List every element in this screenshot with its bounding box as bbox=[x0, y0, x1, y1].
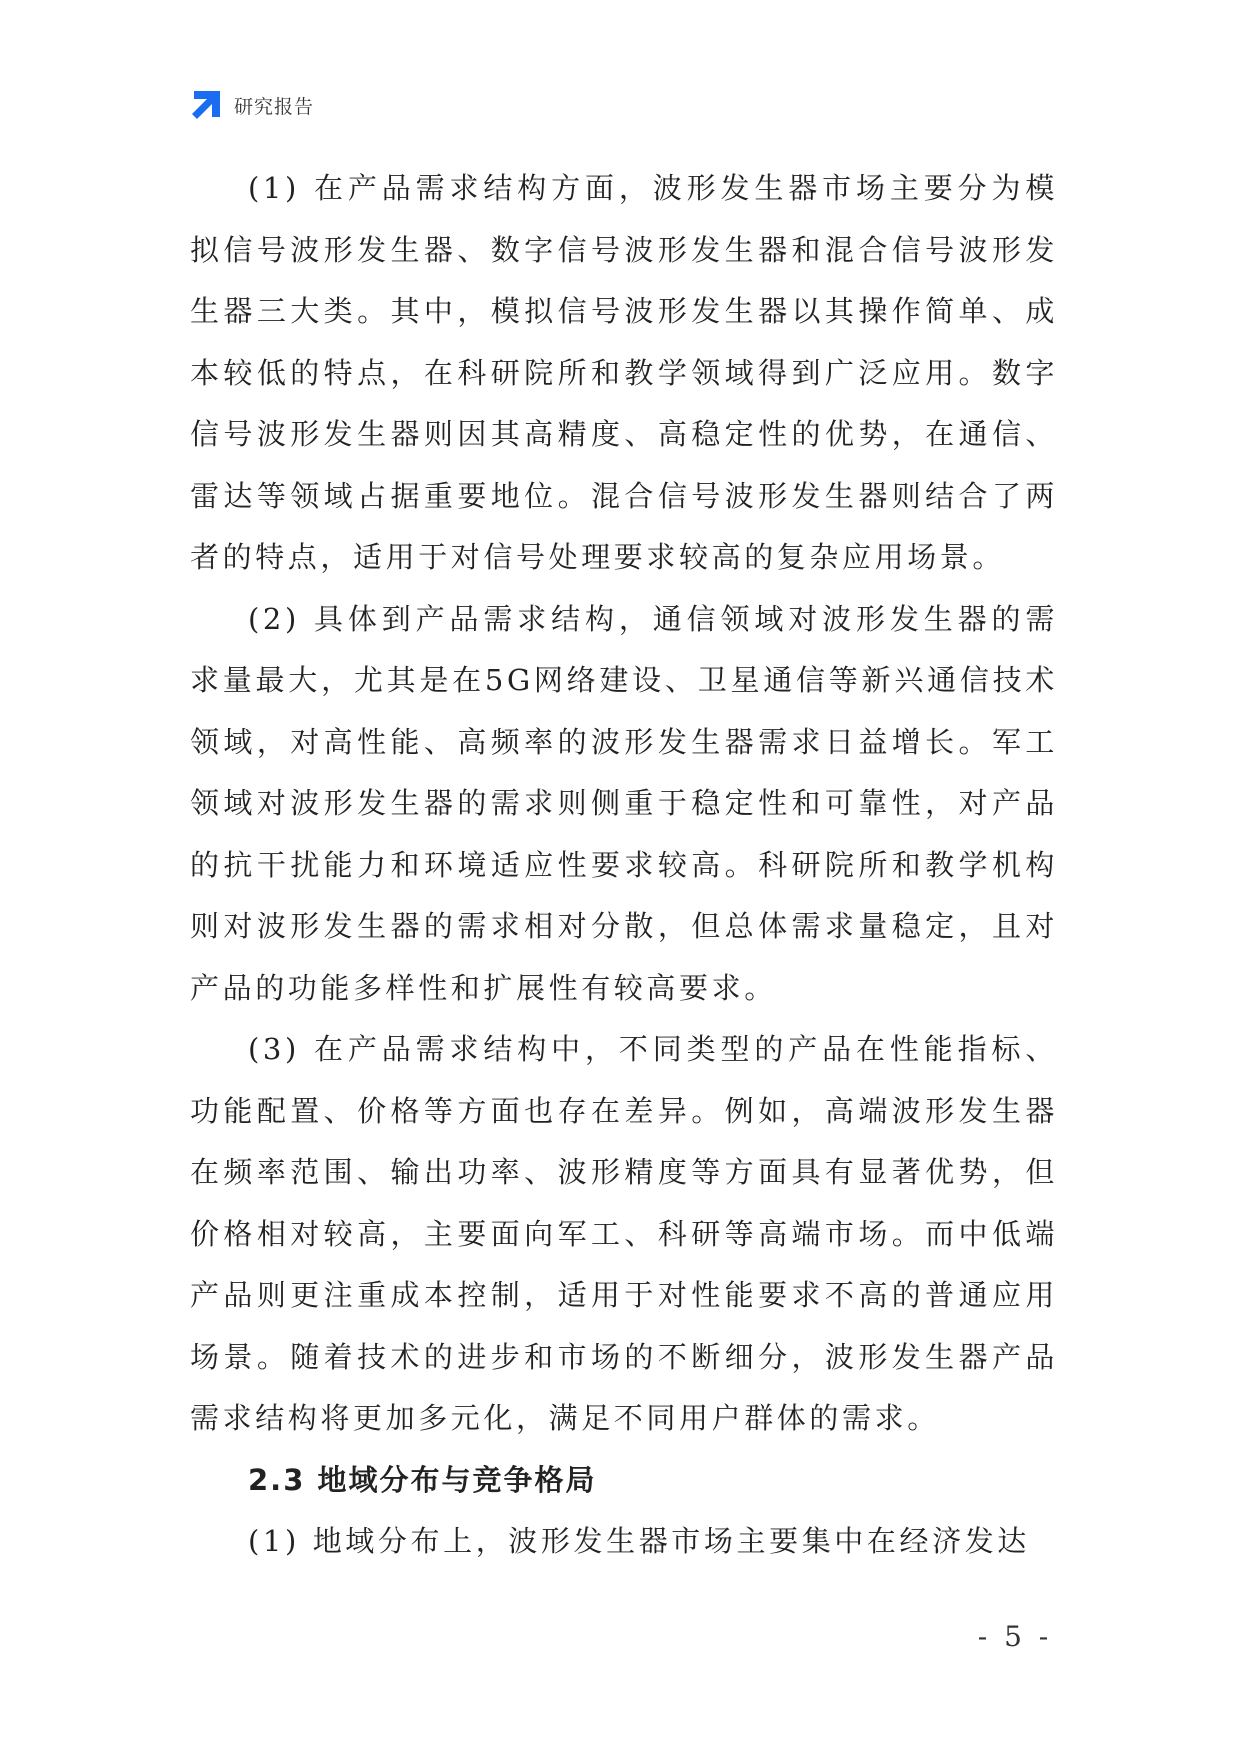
paragraph-3: (3) 在产品需求结构中，不同类型的产品在性能指标、功能配置、价格等方面也存在差异。例如，高端波形发生器在频率范围、输出功率、波形精度等方面具有显著优势，但价格相对较高，主要面向军工、科研等高端市场。而中低端产品则更注重成本控制，适用于对性能要求不高的普通应用场景。随着技术的进步和市场的不断细分，波形发生器产品需求结构将更加多元化，满足不同用户群体的需求。 bbox=[190, 1032, 1058, 1435]
document-body bbox=[190, 158, 1058, 1573]
page-number: - 5 - bbox=[977, 1620, 1053, 1653]
section-heading: 2.3 地域分布与竞争格局 bbox=[248, 1462, 597, 1497]
paragraph-1: (1) 在产品需求结构方面，波形发生器市场主要分为模拟信号波形发生器、数字信号波形发生器和混合信号波形发生器三大类。其中，模拟信号波形发生器以其操作简单、成本较低的特点，在科研院所和教学领域得到广泛应用。数字信号波形发生器则因其高精度、高稳定性的优势，在通信、雷达等领域占据重要地位。混合信号波形发生器则结合了两者的特点，适用于对信号处理要求较高的复杂应用场景。 bbox=[190, 171, 1058, 574]
report-header bbox=[190, 88, 314, 122]
paragraph-2: (2) 具体到产品需求结构，通信领域对波形发生器的需求量最大，尤其是在5G网络建设、卫星通信等新兴通信技术领域，对高性能、高频率的波形发生器需求日益增长。军工领域对波形发生器的需求则侧重于稳定性和可靠性，对产品的抗干扰能力和环境适应性要求较高。科研院所和教学机构则对波形发生器的需求相对分散，但总体需求量稳定，且对产品的功能多样性和扩展性有较高要求。 bbox=[190, 601, 1058, 1005]
arrow-up-right-icon bbox=[190, 89, 222, 121]
paragraph-4: (1) 地域分布上，波形发生器市场主要集中在经济发达 bbox=[248, 1524, 1030, 1558]
header-title: 研究报告 bbox=[234, 95, 315, 118]
